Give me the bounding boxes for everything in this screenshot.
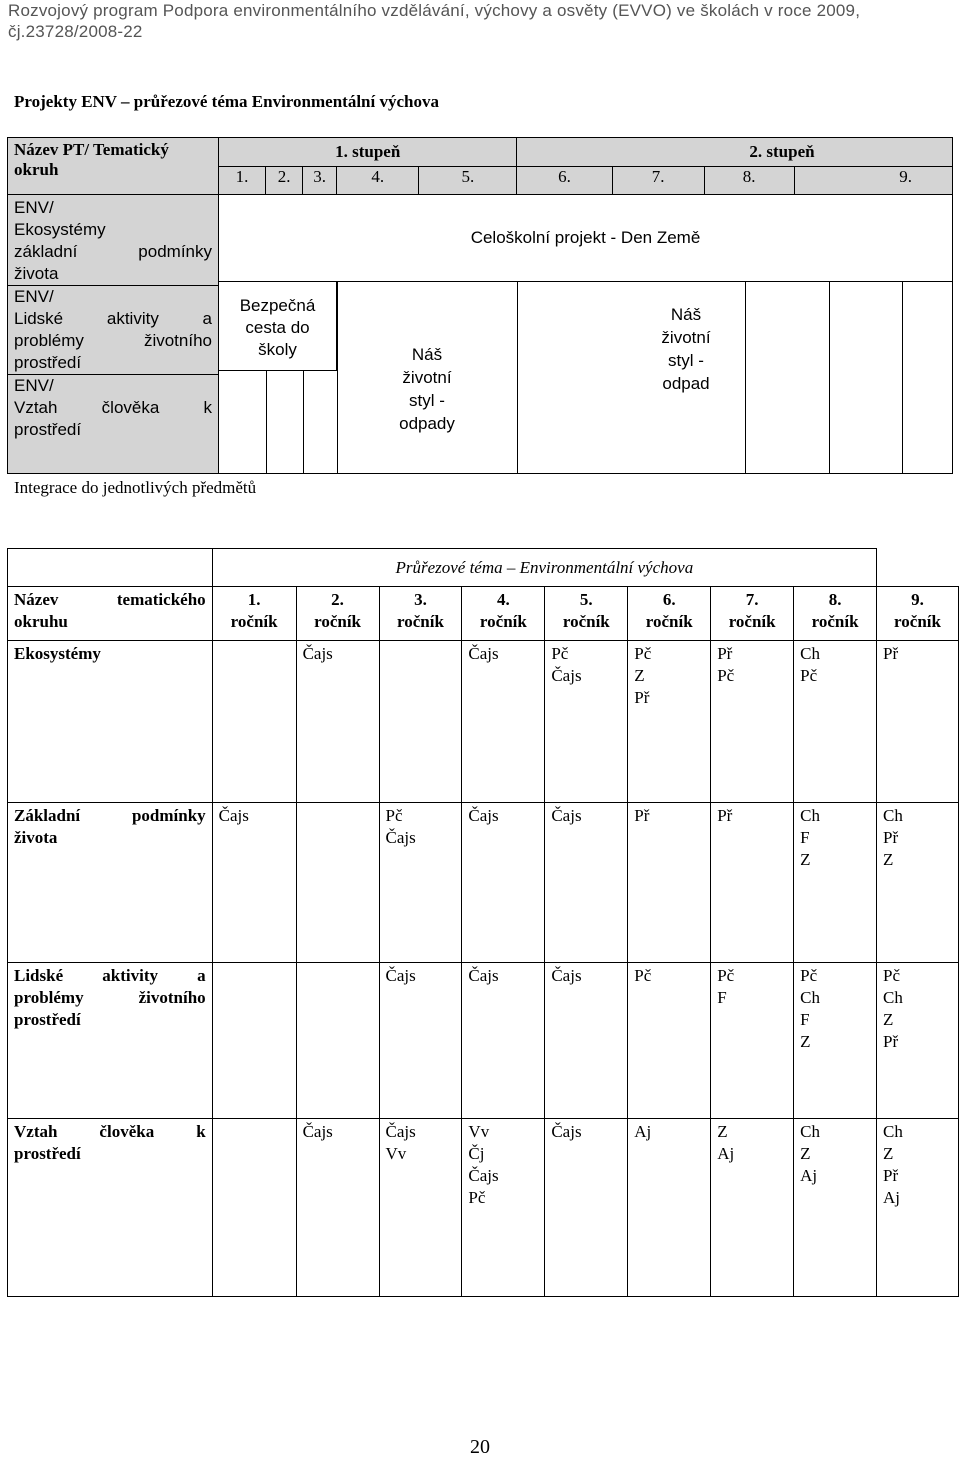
grade-1: 1.	[219, 167, 266, 195]
grade-header-7: 7. ročník	[711, 587, 794, 641]
theme-name-header: Název tematického okruhu	[8, 587, 213, 641]
section-title-projects: Projekty ENV – průřezové téma Environmentální výchova	[14, 92, 439, 111]
subject-cell-grade-6: Aj	[628, 1119, 711, 1297]
theme-ecosystems: ENV/ Ekosystémy základní podmínky života	[8, 197, 218, 286]
subject-cell-grade-6: Př	[628, 803, 711, 963]
subject-cell-grade-4: Čajs	[462, 963, 545, 1119]
subject-cell-grade-8: Pč Ch F Z	[794, 963, 877, 1119]
subject-cell-grade-3: Čajs	[379, 963, 462, 1119]
subject-cell-grade-2: Čajs	[296, 1119, 379, 1297]
subject-cell-grade-8: Ch Pč	[794, 641, 877, 803]
subject-cell-grade-1: Čajs	[212, 803, 296, 963]
grade-header-4: 4. ročník	[462, 587, 545, 641]
stage-2-header: 2. stupeň	[612, 138, 953, 167]
theme-name: Vztah člověka k prostředí	[8, 1119, 213, 1297]
integration-table	[7, 548, 959, 1297]
theme-name: Ekosystémy	[8, 641, 213, 803]
theme-column-header: Název PT/ Tematický okruh	[8, 138, 219, 195]
grade-8: 8.	[704, 167, 794, 195]
subject-cell-grade-7: Z Aj	[711, 1119, 794, 1297]
row-human-activities	[8, 963, 959, 1119]
theme-name: Základní podmínky života	[8, 803, 213, 963]
project-lifestyle-waste-2: Náš životní styl - odpad	[661, 305, 711, 393]
subject-cell-grade-5: Čajs	[545, 963, 628, 1119]
subject-cell-grade-2: Čajs	[296, 641, 379, 803]
theme-list	[8, 195, 219, 474]
row-ecosystems	[8, 641, 959, 803]
theme-name: Lidské aktivity a problémy životního prostředí	[8, 963, 213, 1119]
grade-header-2: 2. ročník	[296, 587, 379, 641]
grade-9: 9.	[794, 167, 952, 195]
grade-header-5: 5. ročník	[545, 587, 628, 641]
subject-cell-grade-9: Ch Z Př Aj	[877, 1119, 959, 1297]
grade-7: 7.	[612, 167, 704, 195]
subject-cell-grade-5: Čajs	[545, 803, 628, 963]
subject-cell-grade-1	[212, 1119, 296, 1297]
subject-cell-grade-1	[212, 641, 296, 803]
subject-cell-grade-3: Čajs Vv	[379, 1119, 462, 1297]
grade-header-9: 9. ročník	[877, 587, 959, 641]
grade-2: 2.	[266, 167, 303, 195]
subject-cell-grade-4: Čajs	[462, 803, 545, 963]
theme-human-activities: ENV/ Lidské aktivity a problémy životního prostředí	[8, 286, 218, 375]
grade-header-6: 6. ročník	[628, 587, 711, 641]
grade-3: 3.	[303, 167, 337, 195]
subject-cell-grade-3	[379, 641, 462, 803]
subject-cell-grade-9: Pč Ch Z Př	[877, 963, 959, 1119]
subject-cell-grade-2	[296, 803, 379, 963]
header-line-2: čj.23728/2008-22	[8, 22, 143, 41]
row-basic-conditions-of-life	[8, 803, 959, 963]
grade-4: 4.	[337, 167, 419, 195]
page-number: 20	[470, 1436, 490, 1458]
subject-cell-grade-8: Ch F Z	[794, 803, 877, 963]
project-grid	[219, 195, 953, 474]
subject-cell-grade-6: Pč	[628, 963, 711, 1119]
document-header	[8, 0, 953, 42]
section-title-integration: Integrace do jednotlivých předmětů	[14, 478, 257, 497]
integration-table-title: Průřezové téma – Environmentální výchova	[212, 549, 876, 587]
whole-school-project: Celoškolní projekt - Den Země	[219, 195, 952, 282]
grade-header-1: 1. ročník	[212, 587, 296, 641]
theme-human-environment: ENV/ Vztah člověka k prostředí	[14, 376, 212, 439]
subject-cell-grade-6: Pč Z Př	[628, 641, 711, 803]
grade-6: 6.	[517, 167, 612, 195]
grade-5: 5.	[419, 167, 517, 195]
subject-cell-grade-2	[296, 963, 379, 1119]
subject-cell-grade-9: Ch Př Z	[877, 803, 959, 963]
grade-header-3: 3. ročník	[379, 587, 462, 641]
projects-table	[7, 137, 953, 474]
subject-cell-grade-4: Vv Čj Čajs Pč	[462, 1119, 545, 1297]
subject-cell-grade-4: Čajs	[462, 641, 545, 803]
project-lifestyle-waste-1: Náš životní styl - odpady	[399, 345, 455, 433]
grade-header-8: 8. ročník	[794, 587, 877, 641]
subject-cell-grade-8: Ch Z Aj	[794, 1119, 877, 1297]
stage-1-header: 1. stupeň	[219, 138, 517, 167]
subject-cell-grade-3: Pč Čajs	[379, 803, 462, 963]
row-human-environment	[8, 1119, 959, 1297]
subject-cell-grade-5: Pč Čajs	[545, 641, 628, 803]
subject-cell-grade-7: Př	[711, 803, 794, 963]
subject-cell-grade-1	[212, 963, 296, 1119]
subject-cell-grade-7: Pč F	[711, 963, 794, 1119]
project-safe-way-to-school: Bezpečná cesta do školy	[219, 281, 337, 371]
subject-cell-grade-9: Př	[877, 641, 959, 803]
subject-cell-grade-5: Čajs	[545, 1119, 628, 1297]
subject-cell-grade-7: Př Pč	[711, 641, 794, 803]
header-line-1: Rozvojový program Podpora environmentálního vzdělávání, výchovy a osvěty (EVVO) ve školách v roce 2009,	[8, 1, 861, 20]
integration-header-row	[8, 587, 959, 641]
